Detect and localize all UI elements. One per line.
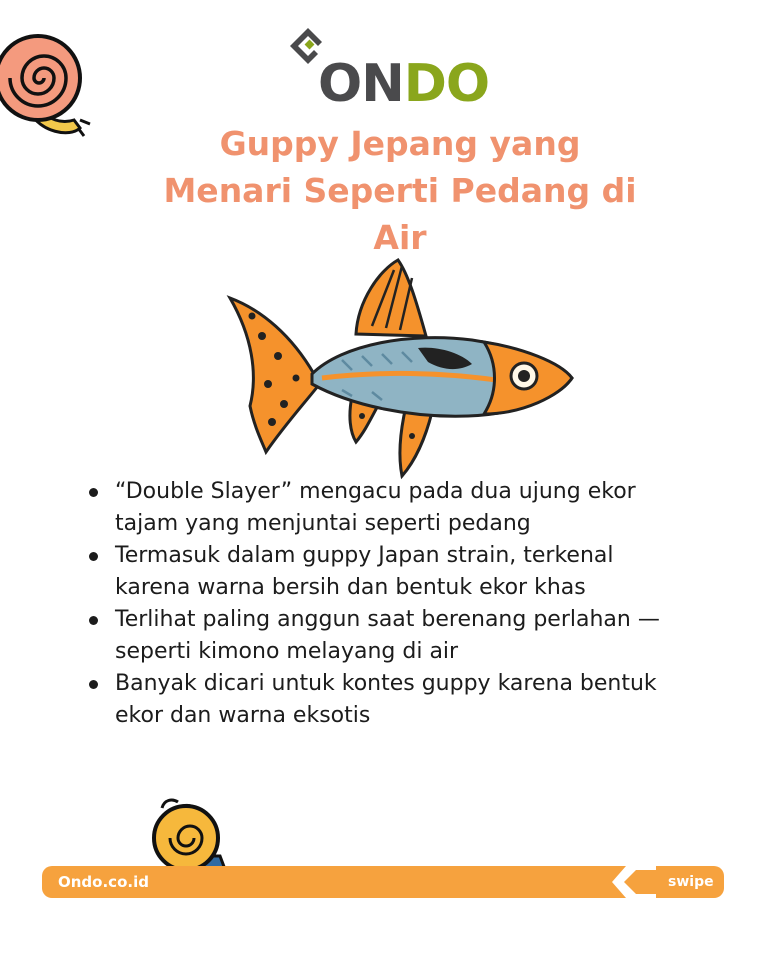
- list-item-text: Terlihat paling anggun saat berenang perlahan — seperti kimono melayang di air: [115, 607, 660, 664]
- list-item: [85, 476, 685, 540]
- bullet-dot-icon: [89, 488, 98, 497]
- page-title: Guppy Jepang yang Menari Seperti Pedang di Air: [163, 124, 637, 257]
- swipe-button[interactable]: swipe: [668, 874, 714, 890]
- bullet-dot-icon: [89, 680, 98, 689]
- bullet-dot-icon: [89, 616, 98, 625]
- footer-url-link[interactable]: Ondo.co.id: [58, 873, 149, 891]
- snail-bottom-icon: [140, 796, 232, 872]
- guppy-fish-illustration: [222, 256, 578, 480]
- snail-top-icon: [0, 20, 96, 138]
- logo-wordmark: [318, 54, 489, 114]
- list-item: [85, 540, 685, 604]
- logo-text-on: ON: [318, 54, 404, 114]
- list-item-text: Termasuk dalam guppy Japan strain, terkenal karena warna bersih dan bentuk ekor khas: [115, 543, 614, 600]
- list-item: [85, 604, 685, 668]
- logo-text-do: DO: [403, 54, 490, 114]
- bullet-dot-icon: [89, 552, 98, 561]
- list-item-text: Banyak dicari untuk kontes guppy karena bentuk ekor dan warna eksotis: [115, 671, 657, 728]
- list-item: [85, 668, 685, 732]
- list-item-text: “Double Slayer” mengacu pada dua ujung ekor tajam yang menjuntai seperti pedang: [115, 479, 636, 536]
- ondo-logo: [288, 24, 490, 114]
- swipe-arrow-icon: [606, 862, 656, 902]
- feature-list: [85, 476, 685, 732]
